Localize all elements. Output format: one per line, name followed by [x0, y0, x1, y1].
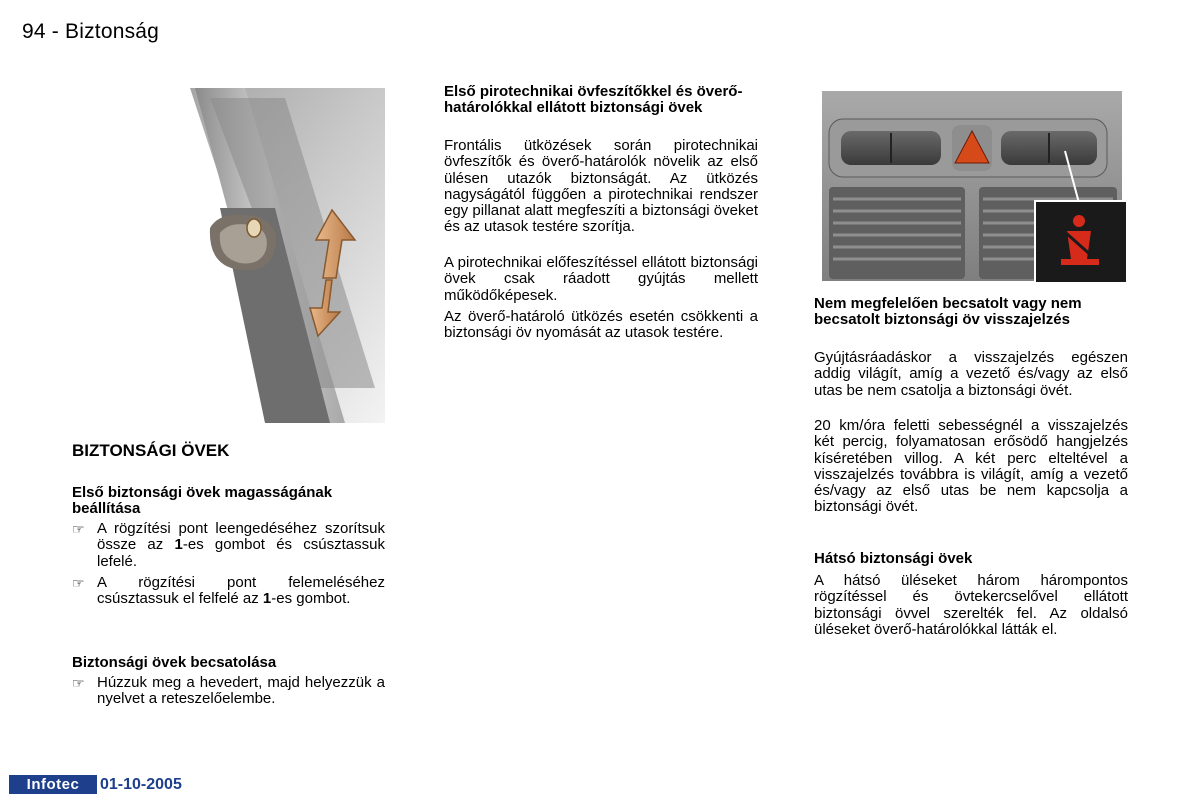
paragraph: Az överő-határoló ütközés esetén csökkenti a biztonsági öv nyomását az utasok testére.: [444, 308, 758, 342]
seatbelt-height-illustration: [70, 88, 385, 423]
seatbelt-warning-icon: [1035, 201, 1127, 283]
dashboard-warning-illustration: [817, 91, 1131, 285]
fastening-title: Biztonsági övek becsatolása: [72, 654, 277, 671]
paragraph: 20 km/óra feletti sebességnél a visszajelzés két percig, folyamatosan erősödő hangjelzés kíséretében villog. A két perc elteltével a visszajelzés továbbra is világít, amíg a vezető és/vagy az első utas be nem kapcsolja a biztonsági övét.: [814, 417, 1128, 516]
list-item: ☞ Húzzuk meg a hevedert, majd helyezzük a nyelvet a reteszelőelembe.: [72, 674, 385, 708]
infotec-logo: Infotec: [9, 775, 97, 794]
rear-belts-title: Hátsó biztonsági övek: [814, 550, 973, 567]
pointing-hand-icon: ☞: [72, 575, 85, 591]
warning-title: Nem megfelelően becsatolt vagy nem becsatolt biztonsági öv visszajelzés: [814, 295, 1082, 328]
pointing-hand-icon: ☞: [72, 675, 85, 691]
pointing-hand-icon: ☞: [72, 521, 85, 537]
paragraph: A pirotechnikai előfeszítéssel ellátott biztonsági övek csak ráadott gyújtás mellett működőképesek.: [444, 254, 758, 304]
paragraph: A hátsó üléseket három hárompontos rögzítéssel és övtekercselővel ellátott biztonsági övvel szerelték fel. Az oldalsó üléseket överő-határolókkal látták el.: [814, 572, 1128, 638]
paragraph: Gyújtásráadáskor a visszajelzés egészen addig világít, amíg a vezető és/vagy az első utas be nem csatolja a biztonsági övét.: [814, 349, 1128, 399]
list-item: ☞ A rögzítési pont leengedéséhez szorítsuk össze az 1-es gombot és csúsztassuk lefelé.: [72, 520, 385, 570]
section-title: BIZTONSÁGI ÖVEK: [72, 441, 230, 460]
pretensioner-title: Első pirotechnikai övfeszítőkkel és överő-határolókkal ellátott biztonsági övek: [444, 83, 743, 116]
list-item: ☞ A rögzítési pont felemeléséhez csúsztassuk el felfelé az 1-es gombot.: [72, 574, 385, 608]
page-header: 94 - Biztonság: [22, 20, 160, 43]
paragraph: Frontális ütközések során pirotechnikai övfeszítők és överő-határolók növelik az első ülésen utazók biztonságát. Az ütközés nagyságától függően a pirotechnikai rendszer egy pillanat alatt megfeszíti a biztonsági öveket és az utasok testére szorítja.: [444, 137, 758, 236]
height-adjust-title: Első biztonsági övek magasságának beállítása: [72, 484, 333, 517]
footer-date: 01-10-2005: [100, 776, 182, 793]
hazard-button-icon: [952, 125, 992, 171]
